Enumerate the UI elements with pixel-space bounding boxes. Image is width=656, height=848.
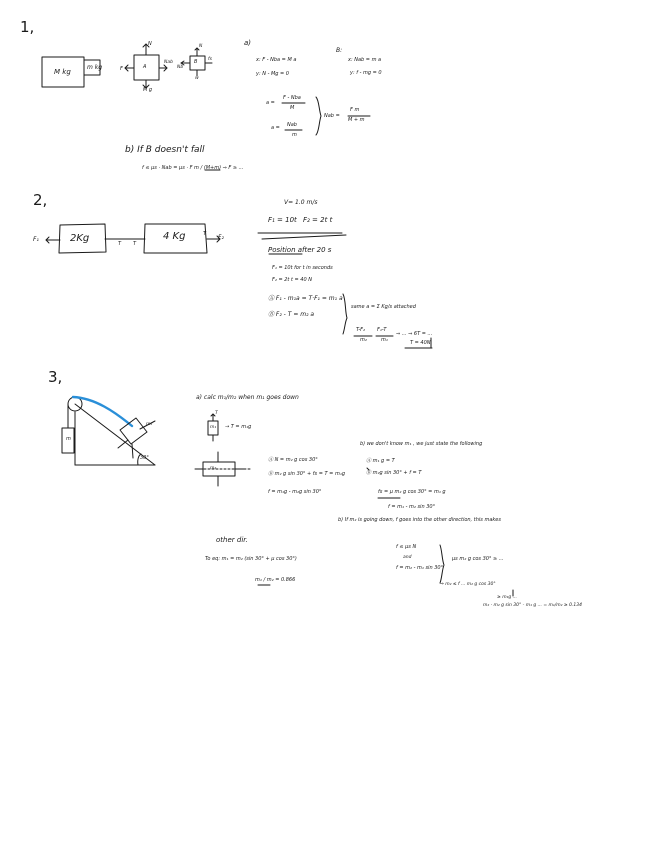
p2-ratio-bot1: m₂ xyxy=(360,337,367,343)
p1-block-diagram xyxy=(42,57,103,87)
problem-number-1: 1, xyxy=(20,18,35,36)
p1-part-b-eq: f ≤ μs · Nab = μs · F m / (M+m) ⇒ F ≥ ... xyxy=(142,165,244,171)
p1-b-eq-y: y: f - mg = 0 xyxy=(350,70,382,76)
p1-fbd-b-friction: fs xyxy=(208,57,212,62)
p1-fbd-b-weight: w xyxy=(195,76,199,81)
p2-ratio-top2: F₁-T xyxy=(377,327,387,333)
p2-block1-label: 2Kg xyxy=(70,233,90,244)
problem-number-3: 3, xyxy=(48,368,63,386)
p2-v-given: V= 1.0 m/s xyxy=(284,199,318,206)
p3-b-note: b) If m₂ is going down, f goes into the other direction, this makes xyxy=(338,517,501,523)
p2-eq-b: Ⓑ F₂ - T = m₂ a xyxy=(268,311,315,318)
p3-right-marks xyxy=(258,468,513,596)
p1-accel2-top: Nab xyxy=(287,122,297,128)
p3-ratio-eq: m₁ / m₂ = 0.866 xyxy=(255,577,296,583)
p3-cond-result: μs m₂ g cos 30° ≥ ... xyxy=(452,556,504,562)
p2-tension-c: T xyxy=(203,231,207,237)
p3-fbd1-eq: → T = m₁g xyxy=(225,424,252,430)
p2-eq-p1: F₁ = 10t for t in seconds xyxy=(272,265,333,271)
p3-fbd2-eq1: Ⓐ N = m₂ g cos 30° xyxy=(268,457,318,463)
p1-b-label: B: xyxy=(336,47,343,54)
problem-number-2: 2, xyxy=(33,191,48,209)
p3-fbd-m2 xyxy=(195,452,250,486)
p1-fbd-b-contact: Nb xyxy=(177,65,184,70)
p2-side-note: same a = Σ Kg/s attached xyxy=(351,304,416,310)
p3-right-note: b) we don't know m₁ , we just state the following xyxy=(360,441,483,447)
p1-fbd-a-force: F xyxy=(120,66,123,72)
p2-boxed-result: T = 40N xyxy=(410,340,431,346)
p3-to-eq: To eq: m₁ = m₂ (sin 30° + μ cos 30°) xyxy=(205,556,297,562)
p1-result-bot: M + m xyxy=(348,117,365,123)
p1-fbd-a-contact: Nab xyxy=(164,60,173,65)
p1-accel-eq: a = xyxy=(266,100,275,106)
p3-other-dir: other dir. xyxy=(216,536,248,544)
p2-ratio-result: ⇒ ... ⇒ 6T = ... xyxy=(396,331,433,337)
p3-heading: a) calc m₁/m₂ when m₁ goes down xyxy=(196,394,299,401)
p2-force-right: F₂ xyxy=(218,234,224,241)
p1-fbd-a-label: A xyxy=(143,64,147,70)
p2-tension-a: T xyxy=(118,241,122,247)
p1-fbd-b-normal: N xyxy=(199,44,203,49)
p3-hanging-mass-label: m xyxy=(66,436,71,442)
p2-eq-p2: F₂ = 2t t = 40 N xyxy=(272,277,312,283)
p3-fbd2-result: fs = μ m₂ g cos 30° = m₁ g xyxy=(378,489,446,495)
p1-result-top: F m xyxy=(350,107,360,113)
p2-force-left: F₁ xyxy=(33,236,39,243)
p3-fbd1-label: m₁ xyxy=(210,425,217,430)
p2-position-line: Position after 20 s xyxy=(268,246,332,254)
p1-fbd-a-normal: N xyxy=(148,41,152,47)
p1-block-small-label: m kg xyxy=(87,64,103,71)
p2-ratio-bot2: m₁ xyxy=(381,337,388,343)
p3-right-eq1: Ⓐ m₁ g = T xyxy=(366,458,395,464)
p2-eq-a: Ⓐ F₁ - m₁a = T·F₁ = m₁ a xyxy=(268,295,343,302)
p1-part-a-label: a) xyxy=(244,39,252,47)
p2-ratio-top1: T-F₂ xyxy=(356,327,366,333)
p3-fbd2-eq2: Ⓑ m₂ g sin 30° + fs = T = m₁g xyxy=(268,471,346,477)
p2-tension-b: T xyxy=(133,241,137,247)
p3-fbd2-combine: f = m₁g - m₂g sin 30° xyxy=(268,489,322,495)
p1-block-big-label: M kg xyxy=(54,68,71,76)
p1-result-lhs: Nab = xyxy=(324,113,340,119)
p3-cond-and: and xyxy=(403,555,412,560)
p3-cond1: f ≤ μs N xyxy=(396,544,417,550)
p1-fbd-b-label: B xyxy=(194,59,198,65)
p1-fbd-a-weight: M g xyxy=(143,87,153,93)
p3-final1: ⇒ m₂ ≤ f ... m₂ g cos 30° xyxy=(440,582,496,587)
p1-accel2-eq: a = xyxy=(271,125,280,131)
p1-eq-x: x: F - Nba = M a xyxy=(256,57,297,63)
p1-accel-top: F - Nba xyxy=(283,95,301,101)
p1-eq-y: y: N - Mg = 0 xyxy=(256,71,289,77)
p2-block2-label: 4 Kg xyxy=(163,231,186,242)
p3-final3: m₂ · m₂ g sin 30° - m₁ g ... = m₁/m₂ ≥ 0.134 xyxy=(483,603,582,608)
p3-final2: ≥ m₁g ... xyxy=(497,595,517,600)
p1-part-b: b) If B doesn't fall xyxy=(125,145,205,155)
p3-right-eq4: f = m₁ - m₂ sin 30° xyxy=(388,504,436,510)
p2-f1: F₁ = 10t xyxy=(268,216,297,224)
p3-fbd1-tension: T xyxy=(215,411,218,416)
p3-right-eq2: Ⓑ m₂g sin 30° + f = T xyxy=(366,470,422,476)
p3-cond2: f = m₂ - m₁ sin 30° xyxy=(396,565,444,571)
p2-f2: F₂ = 2t t xyxy=(303,216,333,224)
p3-incline-mass-label: m₂ xyxy=(146,422,153,427)
p3-fbd2-label: m₂ xyxy=(210,466,217,471)
p1-accel2-bot: m xyxy=(292,132,297,138)
p3-pulley xyxy=(62,397,82,453)
p1-b-eq-x: x: Nab = m a xyxy=(348,57,382,63)
p1-accel-bot: M xyxy=(290,105,295,111)
p3-angle-label: 30° xyxy=(140,455,149,461)
